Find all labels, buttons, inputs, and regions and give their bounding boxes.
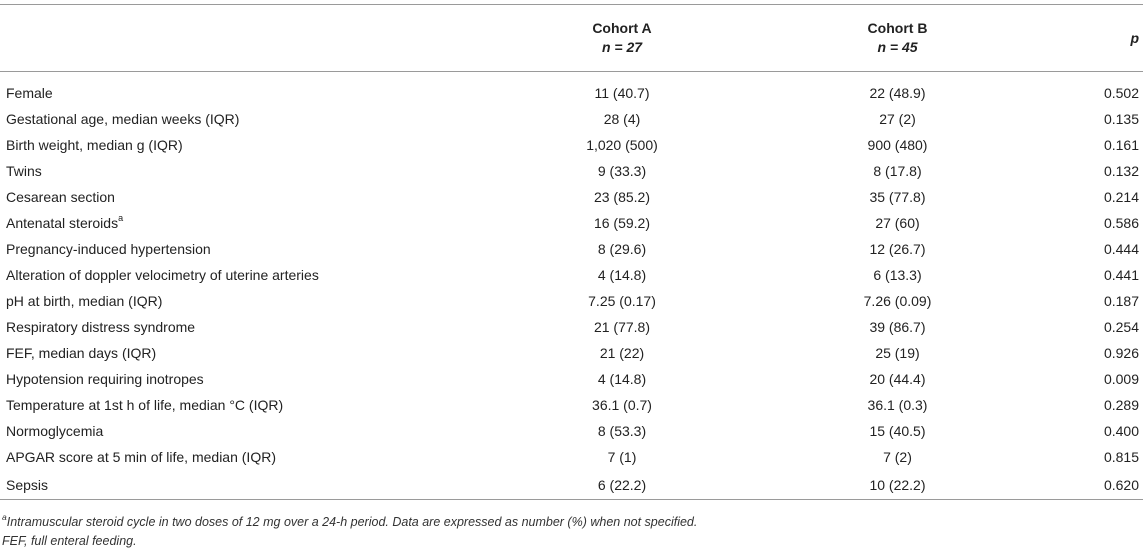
p-value: 0.400 <box>1103 423 1139 439</box>
row-label <box>0 444 474 470</box>
row-label <box>0 236 474 262</box>
cohort-b-value: 39 (86.7) <box>869 319 926 335</box>
row-label <box>0 158 474 184</box>
row-label-text: Alteration of doppler velocimetry of uterine arteries <box>6 267 319 283</box>
cohort-a-value: 1,020 (500) <box>586 137 658 153</box>
cohort-a-value: 16 (59.2) <box>593 215 651 231</box>
cohort-b-value: 6 (13.3) <box>873 267 922 283</box>
row-label-text: APGAR score at 5 min of life, median (IQR) <box>6 449 276 465</box>
p-value: 0.441 <box>1103 267 1139 283</box>
p-value: 0.009 <box>1103 371 1139 387</box>
footnotes <box>2 513 697 551</box>
cohort-a-value: 9 (33.3) <box>597 163 647 179</box>
row-label <box>0 262 474 288</box>
cohort-b-value: 22 (48.9) <box>869 84 926 101</box>
header-cohort-a <box>474 5 770 72</box>
table-row <box>0 72 1143 107</box>
cohort-a-value: 7.25 (0.17) <box>588 293 656 309</box>
table-row <box>0 288 1143 314</box>
row-label-text: Female <box>6 84 53 101</box>
p-value: 0.926 <box>1103 345 1139 361</box>
header-variable <box>0 5 474 72</box>
p-value: 0.214 <box>1103 189 1139 205</box>
row-label-text: pH at birth, median (IQR) <box>6 293 163 309</box>
table-row <box>0 132 1143 158</box>
row-label <box>0 418 474 444</box>
row-label-text: Sepsis <box>6 476 49 493</box>
cohort-b-value: 10 (22.2) <box>770 470 1025 500</box>
table-body <box>0 72 1143 500</box>
table-row <box>0 158 1143 184</box>
header-p-value: p <box>1025 5 1143 72</box>
row-label <box>0 106 474 132</box>
p-value: 0.815 <box>1103 449 1139 465</box>
p-value: 0.132 <box>1103 163 1139 179</box>
row-label-text: Normoglycemia <box>6 423 104 439</box>
row-label <box>0 184 474 210</box>
footnote-abbreviation: FEF, full enteral feeding. <box>2 534 137 548</box>
table-row <box>0 470 1143 500</box>
cohort-b-value: 7 (2) <box>883 449 912 465</box>
row-label-text: Birth weight, median g (IQR) <box>6 137 183 153</box>
header-row <box>0 5 1143 72</box>
row-label-text: Gestational age, median weeks (IQR) <box>6 111 240 127</box>
cohort-b-value: 15 (40.5) <box>869 423 926 439</box>
header-cohort-b <box>770 5 1025 72</box>
table-row <box>0 366 1143 392</box>
cohort-b-value: 27 (60) <box>875 215 920 231</box>
row-label <box>0 392 474 418</box>
cohort-b-value: 27 (2) <box>879 111 916 127</box>
row-label <box>0 132 474 158</box>
cohort-a-value: 36.1 (0.7) <box>592 397 652 413</box>
table-row <box>0 106 1143 132</box>
cohort-b-value: 25 (19) <box>875 345 920 361</box>
footnote-a <box>2 513 697 532</box>
p-value: 0.135 <box>1103 111 1139 127</box>
p-value: 0.254 <box>1103 319 1139 335</box>
cohort-a-value: 4 (14.8) <box>597 267 647 283</box>
row-label-text: Twins <box>6 163 42 179</box>
table-row <box>0 314 1143 340</box>
p-value: 0.586 <box>1103 215 1139 231</box>
row-label <box>0 366 474 392</box>
table-row <box>0 392 1143 418</box>
row-label-text: Hypotension requiring inotropes <box>6 371 204 387</box>
table-row <box>0 210 1143 236</box>
row-label-text: Temperature at 1st h of life, median °C (IQR) <box>6 397 284 413</box>
p-value: 0.289 <box>1103 397 1139 413</box>
row-label <box>0 340 474 366</box>
cohort-b-value: 35 (77.8) <box>869 189 926 205</box>
cohort-a-label: Cohort A <box>592 20 652 36</box>
cohort-b-value: 8 (17.8) <box>873 163 922 179</box>
cohort-b-value: 12 (26.7) <box>869 241 926 257</box>
cohort-b-value: 20 (44.4) <box>869 371 926 387</box>
row-label <box>0 72 474 107</box>
table-header <box>0 5 1143 72</box>
cohort-a-value: 6 (22.2) <box>474 470 770 500</box>
row-label-text: FEF, median days (IQR) <box>6 345 157 361</box>
cohort-a-value: 8 (29.6) <box>597 241 647 257</box>
cohort-a-value: 4 (14.8) <box>597 371 647 387</box>
cohort-a-n: n = 27 <box>601 39 643 55</box>
cohort-b-value: 7.26 (0.09) <box>863 293 932 309</box>
footnote-marker: a <box>118 213 124 224</box>
p-value: 0.187 <box>1103 293 1139 309</box>
cohort-a-value: 23 (85.2) <box>593 189 651 205</box>
p-value: 0.620 <box>1025 470 1143 500</box>
table-row <box>0 444 1143 470</box>
cohort-a-value: 7 (1) <box>607 449 637 465</box>
row-label-text: Pregnancy-induced hypertension <box>6 241 211 257</box>
cohort-a-value: 28 (4) <box>603 111 641 127</box>
table-row <box>0 184 1143 210</box>
cohort-b-n: n = 45 <box>877 39 918 55</box>
footnote-a-marker: a <box>2 511 7 522</box>
table-row <box>0 236 1143 262</box>
row-label <box>0 288 474 314</box>
row-label <box>0 314 474 340</box>
row-label-text: Antenatal steroids <box>6 215 119 231</box>
footnote-a-text: Intramuscular steroid cycle in two doses of 12 mg over a 24-h period. Data are expressed as number (%) when not specified. <box>6 515 698 529</box>
baseline-characteristics-table <box>0 4 1143 500</box>
cohort-b-label: Cohort B <box>867 20 928 36</box>
p-value: 0.502 <box>1103 84 1139 101</box>
cohort-a-value: 8 (53.3) <box>597 423 647 439</box>
table-row <box>0 340 1143 366</box>
table-row <box>0 262 1143 288</box>
cohort-a-value: 21 (77.8) <box>593 319 651 335</box>
row-label-text: Respiratory distress syndrome <box>6 319 196 335</box>
table-row <box>0 418 1143 444</box>
row-label-text: Cesarean section <box>6 189 115 205</box>
cohort-a-value: 21 (22) <box>599 345 645 361</box>
cohort-a-value: 11 (40.7) <box>594 84 650 101</box>
cohort-b-value: 36.1 (0.3) <box>867 397 928 413</box>
p-value: 0.161 <box>1103 137 1139 153</box>
p-value: 0.444 <box>1103 241 1139 257</box>
row-label <box>0 470 474 500</box>
cohort-b-value: 900 (480) <box>867 137 928 153</box>
row-label <box>0 210 474 236</box>
